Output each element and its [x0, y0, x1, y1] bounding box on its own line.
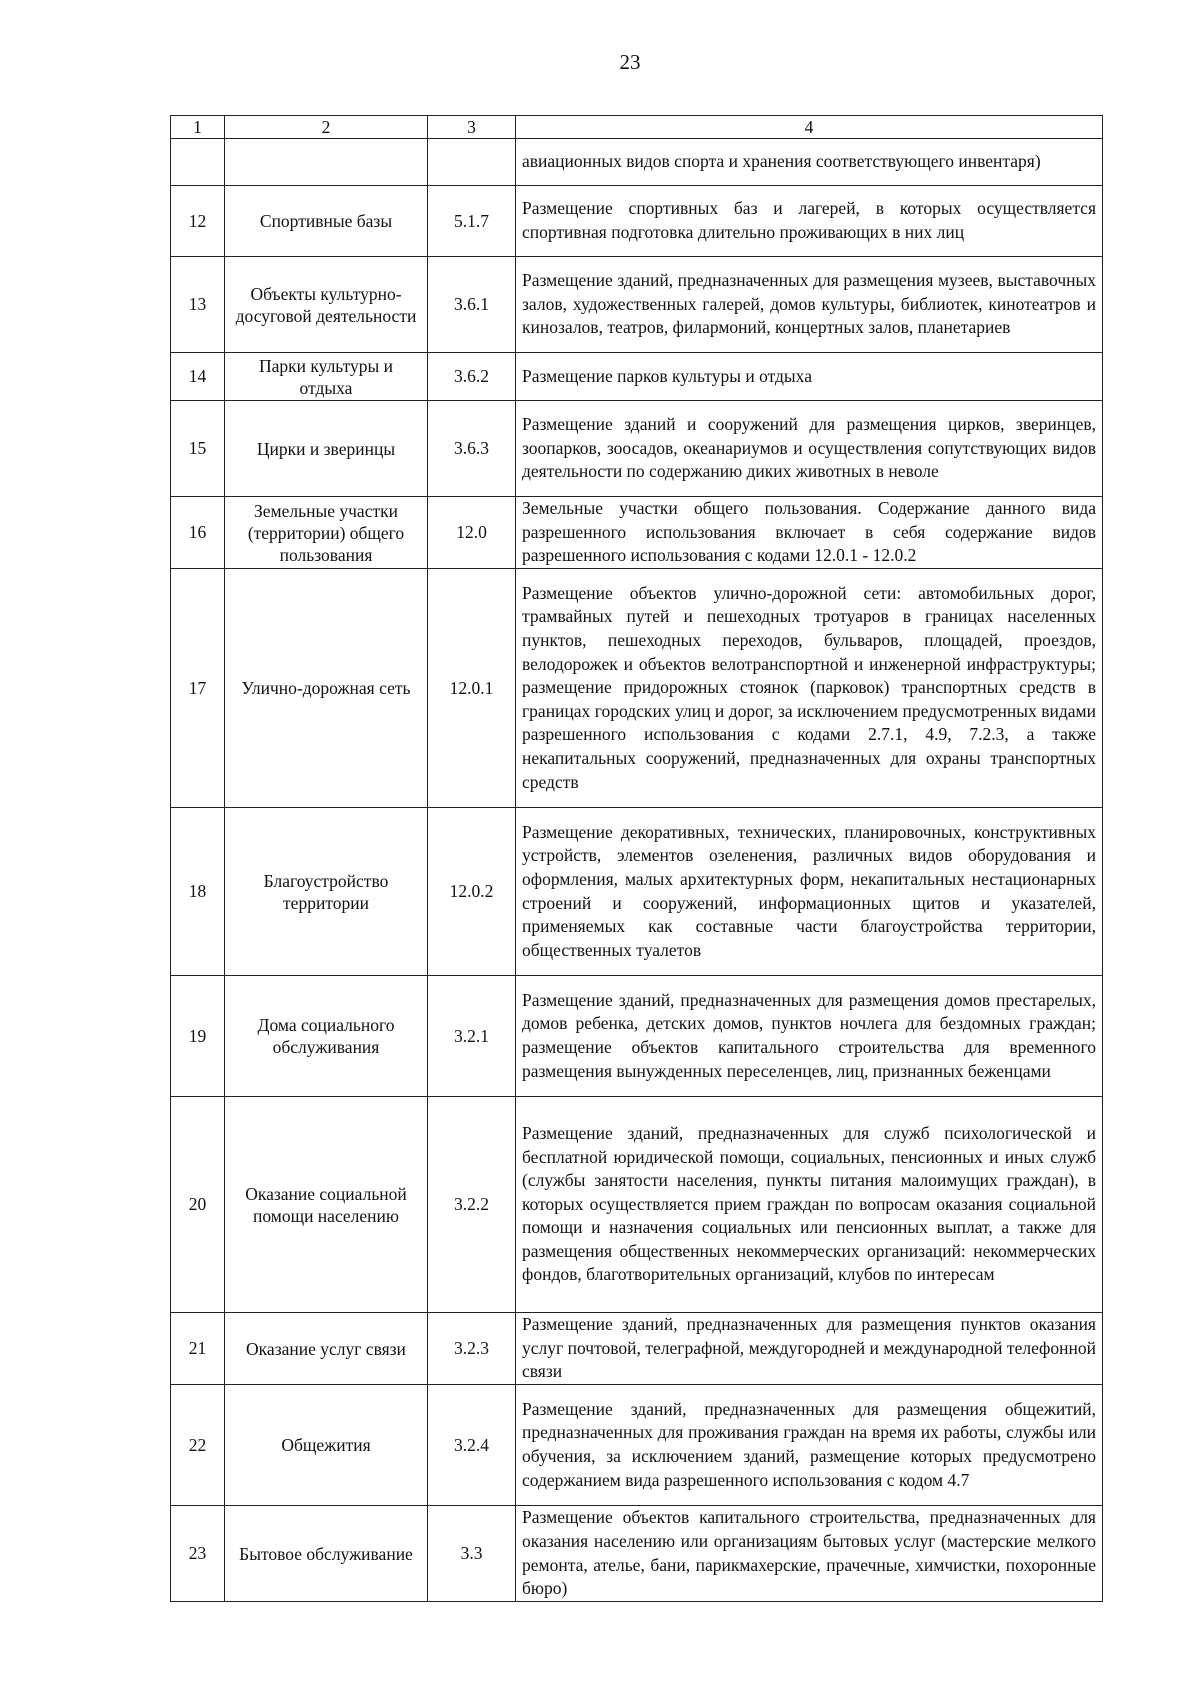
table-row — [171, 1313, 1103, 1385]
cell-code: 5.1.7 — [428, 186, 516, 257]
cell-code: 3.2.2 — [428, 1097, 516, 1313]
cell-code — [428, 139, 516, 186]
cell-code: 3.6.1 — [428, 257, 516, 353]
cell-num: 13 — [171, 257, 225, 353]
table-row — [171, 1506, 1103, 1602]
table-row — [171, 808, 1103, 976]
cell-code: 3.2.1 — [428, 976, 516, 1097]
table-row — [171, 976, 1103, 1097]
table-row — [171, 1097, 1103, 1313]
cell-code: 3.6.3 — [428, 401, 516, 497]
table-row — [171, 401, 1103, 497]
cell-num: 15 — [171, 401, 225, 497]
cell-num: 19 — [171, 976, 225, 1097]
cell-name: Цирки и зверинцы — [225, 401, 428, 497]
cell-description: Размещение декоративных, технических, планировочных, конструктивных устройств, элементов озеленения, различных видов оборудования и оформления, малых архитектурных форм, некапитальных нестационарных строений и сооружений, информационных щитов и указателей, применяемых как составные части благоустройства территории, общественных туалетов — [516, 808, 1103, 976]
page-number: 23 — [619, 50, 641, 74]
cell-description: авиационных видов спорта и хранения соответствующего инвентаря) — [516, 139, 1103, 186]
cell-description: Размещение спортивных баз и лагерей, в которых осуществляется спортивная подготовка длительно проживающих в них лиц — [516, 186, 1103, 257]
cell-num: 14 — [171, 353, 225, 401]
cell-name: Бытовое обслуживание — [225, 1506, 428, 1602]
cell-description: Размещение зданий, предназначенных для размещения домов престарелых, домов ребенка, детских домов, пунктов ночлега для бездомных граждан; размещение объектов капитального строительства для временного размещения вынужденных переселенцев, лиц, признанных беженцами — [516, 976, 1103, 1097]
cell-num: 22 — [171, 1385, 225, 1506]
cell-name: Земельные участки (территории) общего пользования — [225, 497, 428, 569]
cell-num: 16 — [171, 497, 225, 569]
cell-num: 18 — [171, 808, 225, 976]
cell-name: Благоустройство территории — [225, 808, 428, 976]
cell-description: Земельные участки общего пользования. Содержание данного вида разрешенного использования включает в себя содержание видов разрешенного использования с кодами 12.0.1 - 12.0.2 — [516, 497, 1103, 569]
table-row — [171, 497, 1103, 569]
cell-num: 20 — [171, 1097, 225, 1313]
cell-description: Размещение зданий, предназначенных для служб психологической и бесплатной юридической помощи, социальных, пенсионных и иных служб (службы занятости населения, пункты питания малоимущих граждан), в которых осуществляется прием граждан по вопросам оказания социальной помощи и назначения социальных или пенсионных выплат, а также для размещения общественных некоммерческих организаций: некоммерческих фондов, благотворительных организаций, клубов по интересам — [516, 1097, 1103, 1313]
cell-code: 3.2.4 — [428, 1385, 516, 1506]
cell-name: Оказание услуг связи — [225, 1313, 428, 1385]
cell-description: Размещение зданий, предназначенных для размещения общежитий, предназначенных для проживания граждан на время их работы, службы или обучения, за исключением зданий, размещение которых предусмотрено содержанием вида разрешенного использования с кодом 4.7 — [516, 1385, 1103, 1506]
header-col-1: 1 — [171, 116, 225, 139]
cell-code: 3.6.2 — [428, 353, 516, 401]
cell-name: Оказание социальной помощи населению — [225, 1097, 428, 1313]
cell-code: 12.0.2 — [428, 808, 516, 976]
table-row — [171, 257, 1103, 353]
cell-description: Размещение парков культуры и отдыха — [516, 353, 1103, 401]
cell-num — [171, 139, 225, 186]
cell-description: Размещение зданий и сооружений для размещения цирков, зверинцев, зоопарков, зоосадов, океанариумов и осуществления сопутствующих видов деятельности по содержанию диких животных в неволе — [516, 401, 1103, 497]
cell-name: Парки культуры и отдыха — [225, 353, 428, 401]
header-col-2: 2 — [225, 116, 428, 139]
cell-name — [225, 139, 428, 186]
cell-code: 12.0 — [428, 497, 516, 569]
cell-description: Размещение объектов улично-дорожной сети: автомобильных дорог, трамвайных путей и пешеходных тротуаров в границах населенных пунктов, пешеходных переходов, бульваров, площадей, проездов, велодорожек и объектов велотранспортной и инженерной инфраструктуры; размещение придорожных стоянок (парковок) транспортных средств в границах городских улиц и дорог, за исключением предусмотренных видами разрешенного использования с кодами 2.7.1, 4.9, 7.2.3, а также некапитальных сооружений, предназначенных для охраны транспортных средств — [516, 569, 1103, 808]
table-row-continuation — [171, 139, 1103, 186]
cell-num: 12 — [171, 186, 225, 257]
header-col-3: 3 — [428, 116, 516, 139]
cell-name: Дома социального обслуживания — [225, 976, 428, 1097]
table-row — [171, 569, 1103, 808]
table-row — [171, 186, 1103, 257]
cell-description: Размещение зданий, предназначенных для размещения музеев, выставочных залов, художественных галерей, домов культуры, библиотек, кинотеатров и кинозалов, театров, филармоний, концертных залов, планетариев — [516, 257, 1103, 353]
land-use-table — [170, 115, 1103, 1602]
cell-code: 3.3 — [428, 1506, 516, 1602]
cell-num: 21 — [171, 1313, 225, 1385]
cell-description: Размещение зданий, предназначенных для размещения пунктов оказания услуг почтовой, телеграфной, междугородней и международной телефонной связи — [516, 1313, 1103, 1385]
cell-name: Спортивные базы — [225, 186, 428, 257]
cell-num: 23 — [171, 1506, 225, 1602]
cell-name: Улично-дорожная сеть — [225, 569, 428, 808]
table-header-row — [171, 116, 1103, 139]
cell-code: 12.0.1 — [428, 569, 516, 808]
cell-name: Общежития — [225, 1385, 428, 1506]
table-row — [171, 353, 1103, 401]
table-row — [171, 1385, 1103, 1506]
cell-description: Размещение объектов капитального строительства, предназначенных для оказания населению или организациям бытовых услуг (мастерские мелкого ремонта, ателье, бани, парикмахерские, прачечные, химчистки, похоронные бюро) — [516, 1506, 1103, 1602]
header-col-4: 4 — [516, 116, 1103, 139]
cell-code: 3.2.3 — [428, 1313, 516, 1385]
cell-num: 17 — [171, 569, 225, 808]
cell-name: Объекты культурно-досуговой деятельности — [225, 257, 428, 353]
